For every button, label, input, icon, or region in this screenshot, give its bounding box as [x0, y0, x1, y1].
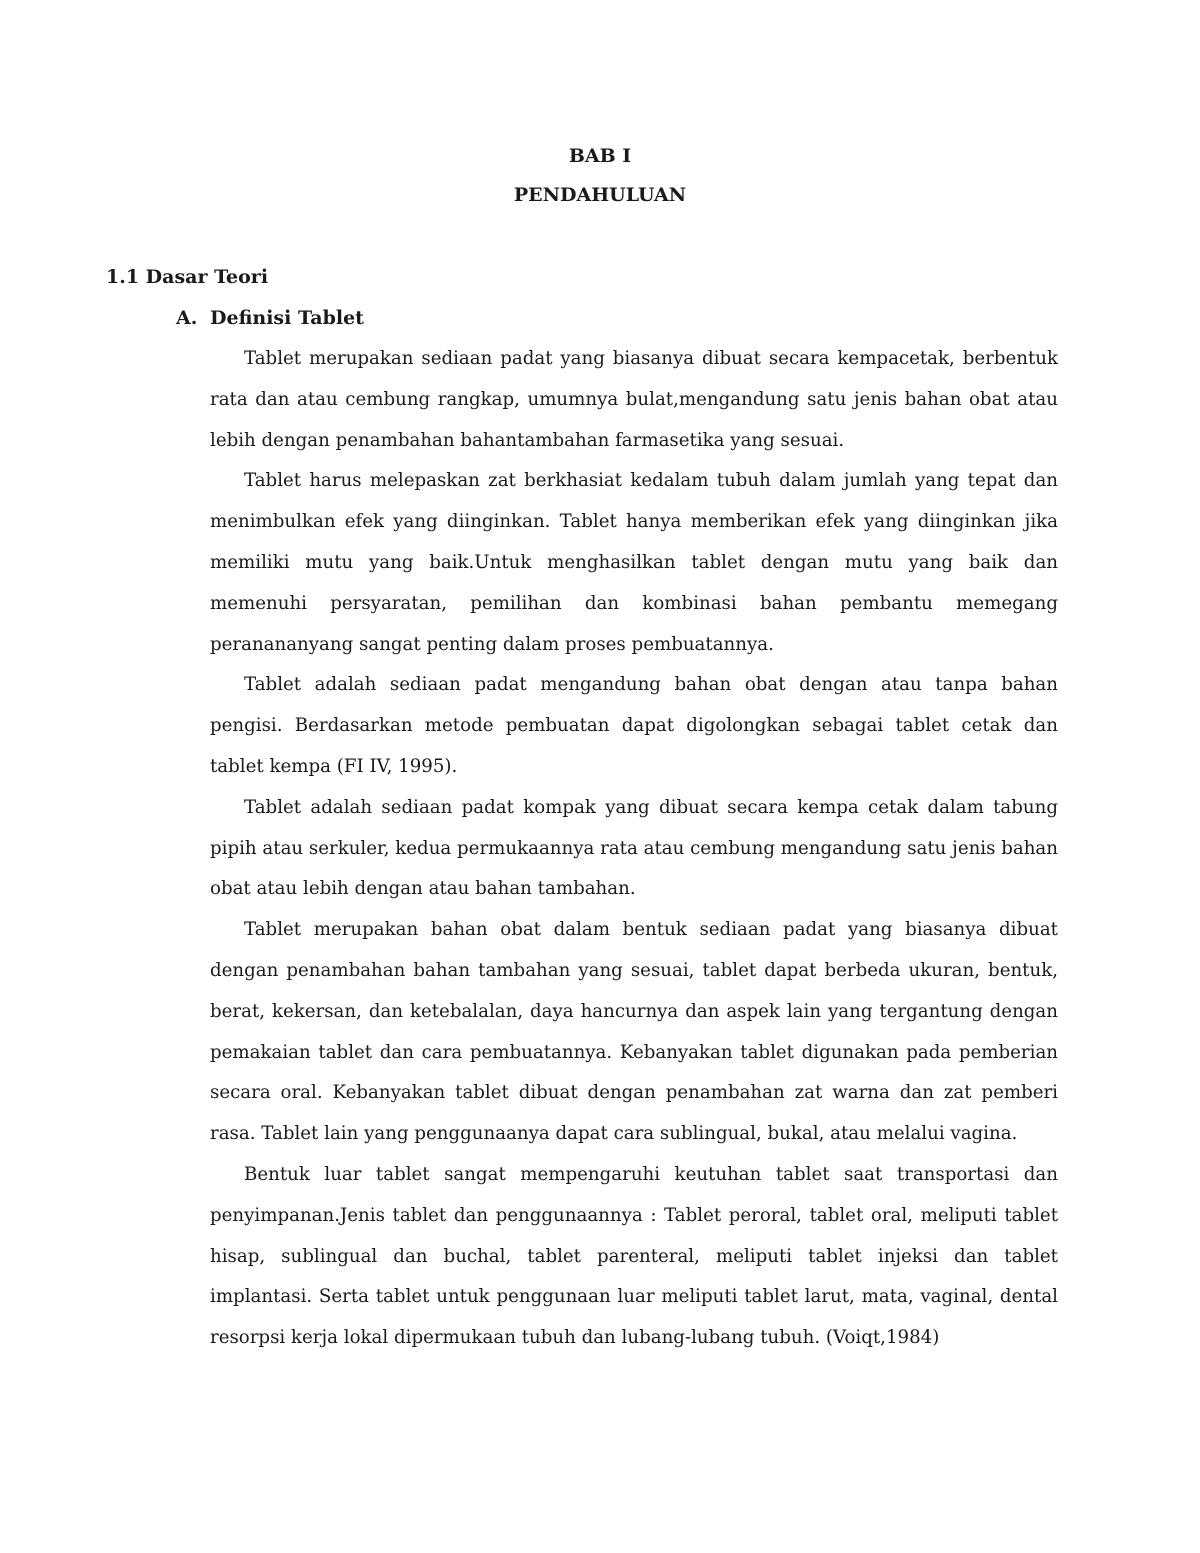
subsection-title: Definisi Tablet [210, 307, 364, 329]
paragraph: Tablet adalah sediaan padat mengandung bahan obat dengan atau tanpa bahan pengisi. Berdasarkan metode pembuatan dapat digolongkan sebagai tablet cetak dan tablet kempa (FI IV, 1995). [210, 674, 1058, 777]
paragraph: Tablet merupakan sediaan padat yang biasanya dibuat secara kempacetak, berbentuk rata dan atau cembung rangkap, umumnya bulat,mengandung satu jenis bahan obat atau lebih dengan penambahan bahantambahan farmasetika yang sesuai. [210, 348, 1058, 451]
subsection-letter: A. [176, 307, 198, 329]
chapter-number: BAB I [568, 145, 632, 167]
subsection-heading [176, 307, 364, 329]
paragraph: Tablet harus melepaskan zat berkhasiat kedalam tubuh dalam jumlah yang tepat dan menimbulkan efek yang diinginkan. Tablet hanya memberikan efek yang diinginkan jika memiliki mutu yang baik.Untuk menghasilkan tablet dengan mutu yang baik dan memenuhi persyaratan, pemilihan dan kombinasi bahan pembantu memegang peranananyang sangat penting dalam proses pembuatannya. [210, 470, 1058, 655]
paragraph: Tablet adalah sediaan padat kompak yang dibuat secara kempa cetak dalam tabung pipih atau serkuler, kedua permukaannya rata atau cembung mengandung satu jenis bahan obat atau lebih dengan atau bahan tambahan. [210, 796, 1058, 900]
section-heading: 1.1 Dasar Teori [106, 266, 269, 288]
body-text [210, 339, 1058, 1359]
chapter-title: PENDAHULUAN [513, 184, 687, 206]
paragraph: Bentuk luar tablet sangat mempengaruhi keutuhan tablet saat transportasi dan penyimpanan.Jenis tablet dan penggunaannya : Tablet peroral, tablet oral, meliputi tablet hisap, sublingual dan buchal, tablet parenteral, meliputi tablet injeksi dan tablet implantasi. Serta tablet untuk penggunaan luar meliputi tablet larut, mata, vaginal, dental resorpsi kerja lokal dipermukaan tubuh dan lubang-lubang tubuh. (Voiqt,1984) [210, 1163, 1058, 1349]
paragraph: Tablet merupakan bahan obat dalam bentuk sediaan padat yang biasanya dibuat dengan penambahan bahan tambahan yang sesuai, tablet dapat berbeda ukuran, bentuk, berat, kekersan, dan ketebalalan, daya hancurnya dan aspek lain yang tergantung dengan pemakaian tablet dan cara pembuatannya. Kebanyakan tablet digunakan pada pemberian secara oral. Kebanyakan tablet dibuat dengan penambahan zat warna dan zat pemberi rasa. Tablet lain yang penggunaanya dapat cara sublingual, bukal, atau melalui vagina. [210, 919, 1058, 1145]
